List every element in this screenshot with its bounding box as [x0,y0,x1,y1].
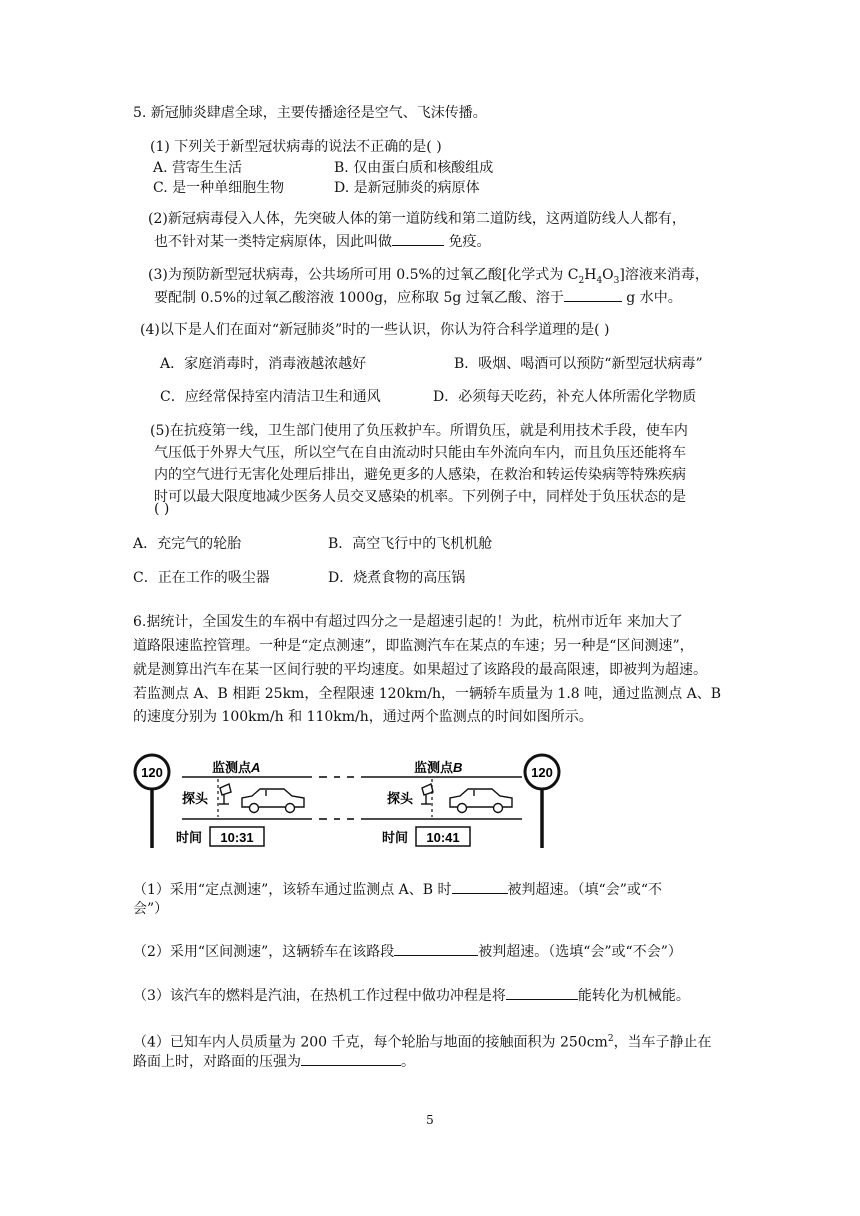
q6-part2-text: （2）采用“区间测速”，这辆轿车在该路段 [133,944,395,960]
q5-part1-stem: (1) 下列关于新型冠状病毒的说法不正确的是( ) [150,139,442,155]
q5-part2-answer-blank[interactable] [392,231,444,246]
monitor-point-b-label [414,760,462,775]
q5-part5-option-c: C．正在工作的吸尘器 [133,570,270,586]
car-icon [450,789,512,813]
q5-part5-line2: 气压低于外界大气压，所以空气在自由流动时只能由车外流向车内，而且负压还能将车 [154,445,686,461]
q6-part3-text: （3）该汽车的燃料是汽油，在热机工作过程中做功冲程是将 [133,988,506,1004]
q5-part4-option-b: B．吸烟、喝酒可以预防“新型冠状病毒” [454,356,703,372]
speed-limit-sign-right [525,755,559,848]
formula-subscript: 2 [578,275,585,286]
q5-part5-line3: 内的空气进行无害化处理后排出，避免更多的人感染，在救治和转运传染病等特殊疾病 [154,467,686,483]
q6-part2 [133,941,682,962]
speed-limit-sign-left [135,755,169,848]
q6-part1-answer-blank[interactable] [452,879,508,894]
q5-part5-line1: (5)在抗疫第一线，卫生部门使用了负压救护车。所谓负压，就是利用技术手段，使车内 [150,423,688,439]
q5-part4-option-a: A．家庭消毒时，消毒液越浓越好 [160,356,367,372]
formula-element: H [584,267,597,283]
q6-line4: 若监测点 A、B 相距 25km，全程限速 120km/h，一辆轿车质量为 1.8 吨，通过监测点 A、B [133,686,721,702]
q5-part4-option-d: D．必须每天吃药，补充人体所需化学物质 [433,389,697,405]
monitor-point-a-label [212,760,260,775]
q6-part1-line1 [133,879,662,900]
q6-line1: 6.据统计，全国发生的车祸中有超过四分之一是超速引起的！为此，杭州市近年 来加大了 [133,614,683,630]
q6-part1-line2: 会”） [133,901,169,917]
formula-subscript: 3 [613,275,620,286]
page-number: 5 [426,1113,434,1127]
q6-part4-text: （4）已知车内人员质量为 200 千克，每个轮胎与地面的接触面积为 250cm [133,1034,608,1051]
q5-part2-text: 也不针对某一类特定病原体，因此叫做 [154,234,392,250]
q5-part5-option-b: B．高空飞行中的飞机机舱 [328,536,493,552]
time-a-value: 10:31 [220,830,254,845]
speed-monitoring-figure [132,752,568,852]
q5-stem: 5. 新冠肺炎肆虐全球，主要传播途径是空气、飞沫传播。 [133,105,487,121]
monitor-point-a-letter: A [251,760,261,775]
q5-part3-answer-blank[interactable] [564,287,622,302]
q5-part3-text: (3)为预防新型冠状病毒，公共场所可用 0.5%的过氧乙酸[化学式为 C [148,267,579,283]
q6-part3-text-end: 能转化为机械能。 [577,988,690,1004]
speed-limit-left-value: 120 [141,765,163,780]
q6-part2-text-end: 被判超速。（选填“会”或“不会”） [478,944,682,960]
time-label-a: 时间 [176,830,203,845]
q6-part3 [133,985,690,1006]
q5-part5-option-d: D．烧煮食物的高压锅 [328,570,466,586]
q6-part4-text2: 路面上时，对路面的压强为 [133,1054,301,1070]
q6-part4-text2-end: 。 [401,1054,415,1070]
q5-part3-text2-end: g 水中。 [621,290,682,306]
speed-limit-right-value: 120 [531,765,553,780]
monitor-point-a-text: 监测点 [212,760,252,775]
camera-icon [219,784,231,804]
monitor-point-b-text: 监测点 [414,760,454,775]
q5-part1-option-c: C. 是一种单细胞生物 [153,180,285,196]
q6-line2: 道路限速监控管理。一种是“定点测速”，即监测汽车在某点的车速；另一种是“区间测速”， [133,638,694,654]
q5-part2-text-end: 免疫。 [444,234,491,250]
q6-part3-answer-blank[interactable] [506,985,578,1000]
q6-part4-text-mid: ，当车子静止在 [613,1034,712,1051]
formula-subscript: 4 [596,275,603,286]
q6-line5: 的速度分别为 100km/h 和 110km/h，通过两个监测点的时间如图所示。 [133,709,593,725]
q5-part1-option-b: B. 仅由蛋白质和核酸组成 [334,160,494,176]
time-b-value: 10:41 [426,830,460,845]
q5-part3-line2 [154,287,682,308]
formula-element: O [602,267,614,283]
q5-part3-text-end: ]溶液来消毒， [619,267,709,283]
q6-part4-line1 [133,1029,712,1053]
q6-part1-text: （1）采用“定点测速”，该轿车通过监测点 A、B 时 [133,882,452,898]
camera-icon [421,784,433,804]
monitor-point-b-letter: B [453,760,463,775]
q5-part5-line4: 时可以最大限度地减少医务人员交叉感染的机率。下列例子中，同样处于负压状态的是 [154,489,686,505]
probe-a-label: 探头 [182,791,209,806]
q6-part4-line2 [133,1051,415,1072]
q5-part5-option-a: A．充完气的轮胎 [133,536,242,552]
q6-line3: 就是测算出汽车在某一区间行驶的平均速度。如果超过了该路段的最高限速，即被判为超速。 [133,662,707,678]
time-label-b: 时间 [382,830,409,845]
q5-part1-option-d: D. 是新冠肺炎的病原体 [334,180,480,196]
car-icon [242,789,304,813]
q5-part2-line1: (2)新冠病毒侵入人体，先突破人体的第一道防线和第二道防线，这两道防线人人都有， [148,211,686,227]
q5-part5-line5: ( ) [154,501,170,517]
q5-part4-stem: (4)以下是人们在面对“新冠肺炎”时的一些认识，你认为符合科学道理的是( ) [140,322,610,338]
q5-part4-option-c: C．应经常保持室内清洁卫生和通风 [160,389,381,405]
q6-part4-answer-blank[interactable] [301,1051,401,1066]
probe-b-label: 探头 [387,791,414,806]
q6-part2-answer-blank[interactable] [394,941,478,956]
unit-superscript: 2 [607,1034,614,1044]
q5-part2-line2 [154,231,490,252]
q6-part1-text-end: 被判超速。（填“会”或“不 [507,882,663,898]
q5-part3-text2: 要配制 0.5%的过氧乙酸溶液 1000g，应称取 5g 过氧乙酸、溶于 [154,290,564,306]
q5-part1-option-a: A. 营寄生生活 [153,160,243,176]
